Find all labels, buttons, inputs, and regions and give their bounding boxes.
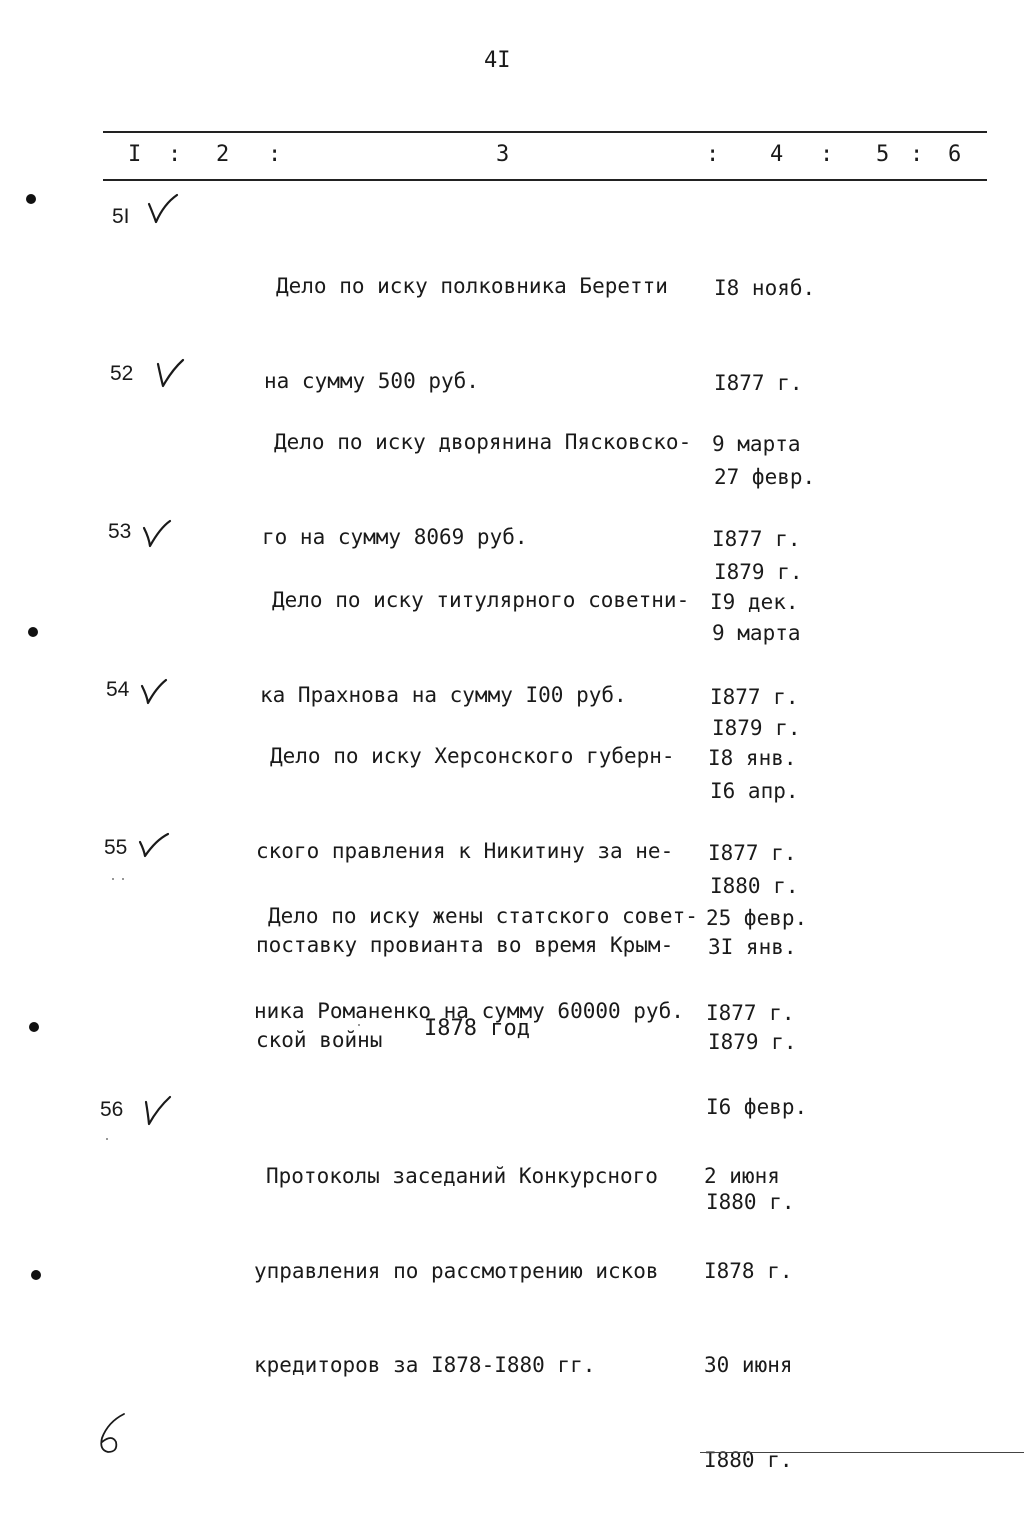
binding-hole: [29, 1022, 39, 1032]
start-year: I878 г.: [704, 1258, 793, 1283]
end-year: I879 г.: [714, 559, 803, 584]
start-year: I877 г.: [708, 840, 797, 865]
description-line: Протоколы заседаний Конкурсного: [266, 1164, 658, 1188]
entry-number: 52: [110, 362, 134, 385]
entry-number: 54: [106, 678, 130, 701]
end-year: I880 г.: [706, 1189, 795, 1214]
handwritten-sheet-number: [94, 1410, 134, 1456]
header-bottom-rule: [103, 179, 987, 181]
footer-rule: [700, 1452, 1024, 1453]
start-year: I877 г.: [710, 684, 799, 709]
end-date: I6 апр.: [710, 779, 799, 803]
start-date: 9 марта: [712, 432, 801, 456]
check-mark-icon: [136, 830, 170, 862]
entry-number: 56: [100, 1098, 124, 1121]
scan-speck: [358, 1024, 360, 1026]
column-separator: :: [268, 142, 282, 167]
description-line: Дело по иску полковника Беретти: [276, 274, 668, 298]
column-header-2: 2: [216, 142, 230, 167]
description-line: ка Прахнова на сумму I00 руб.: [260, 682, 627, 707]
header-top-rule: [103, 131, 987, 133]
description-line: управления по рассмотрению исков: [254, 1258, 659, 1283]
page-number: 4I: [484, 48, 511, 73]
column-separator: :: [910, 142, 924, 167]
scan-speck: [122, 878, 124, 880]
entry-dates: [704, 1098, 793, 1539]
entry-description: [254, 838, 698, 1090]
description-line: Дело по иску Херсонского губерн-: [270, 744, 675, 768]
column-separator: :: [706, 142, 720, 167]
description-line: ской войны: [256, 1027, 383, 1052]
check-mark-icon: [146, 192, 180, 224]
start-date: 25 февр.: [706, 906, 808, 930]
description-line: Дело по иску титулярного советни-: [272, 588, 690, 612]
start-date: I8 нояб.: [714, 276, 816, 300]
end-date: 30 июня: [704, 1353, 793, 1377]
end-year: I879 г.: [712, 715, 801, 740]
binding-hole: [28, 627, 38, 637]
description-line: Дело по иску жены статского совет-: [268, 904, 698, 928]
start-year: I877 г.: [712, 526, 801, 551]
entry-number: 53: [108, 520, 132, 543]
column-header-5: 5: [876, 142, 890, 167]
entry-number: 55: [104, 836, 128, 859]
column-separator: :: [820, 142, 834, 167]
start-year: I877 г.: [706, 1000, 795, 1025]
column-header-1: I: [128, 142, 142, 167]
entry-description: [254, 1098, 659, 1445]
description-line: ника Романенко на сумму 60000 руб.: [254, 998, 684, 1023]
description-line: ского правления к Никитину за не-: [256, 838, 674, 863]
end-date: 27 февр.: [714, 465, 816, 489]
description-line: кредиторов за I878-I880 гг.: [254, 1353, 596, 1377]
description-line: поставку провианта во время Крым-: [256, 933, 674, 957]
check-mark-icon: [140, 1094, 174, 1126]
column-header-3: 3: [496, 142, 510, 167]
scan-speck: [106, 1138, 108, 1140]
column-separator: :: [168, 142, 182, 167]
year-heading: I878 год: [424, 1016, 530, 1041]
description-line: на сумму 500 руб.: [264, 368, 479, 393]
start-date: I9 дек.: [710, 590, 799, 614]
start-date: I8 янв.: [708, 746, 797, 770]
check-mark-icon: [140, 518, 174, 550]
binding-hole: [31, 1270, 41, 1280]
end-year: I879 г.: [708, 1029, 797, 1054]
end-date: I6 февр.: [706, 1095, 808, 1119]
column-header-6: 6: [948, 142, 962, 167]
end-year: I880 г.: [710, 873, 799, 898]
end-year: I880 г.: [704, 1447, 793, 1472]
scan-speck: [112, 878, 114, 880]
entry-number: 5I: [112, 205, 130, 228]
start-date: 2 июня: [704, 1164, 780, 1188]
binding-hole: [26, 194, 36, 204]
end-date: 3I янв.: [708, 935, 797, 959]
check-mark-icon: [152, 358, 186, 390]
end-date: 9 марта: [712, 621, 801, 645]
description-line: Дело по иску дворянина Пясковско-: [274, 430, 692, 454]
column-header-4: 4: [770, 142, 784, 167]
start-year: I877 г.: [714, 370, 803, 395]
description-line: го на сумму 8069 руб.: [262, 524, 528, 549]
check-mark-icon: [138, 676, 172, 708]
